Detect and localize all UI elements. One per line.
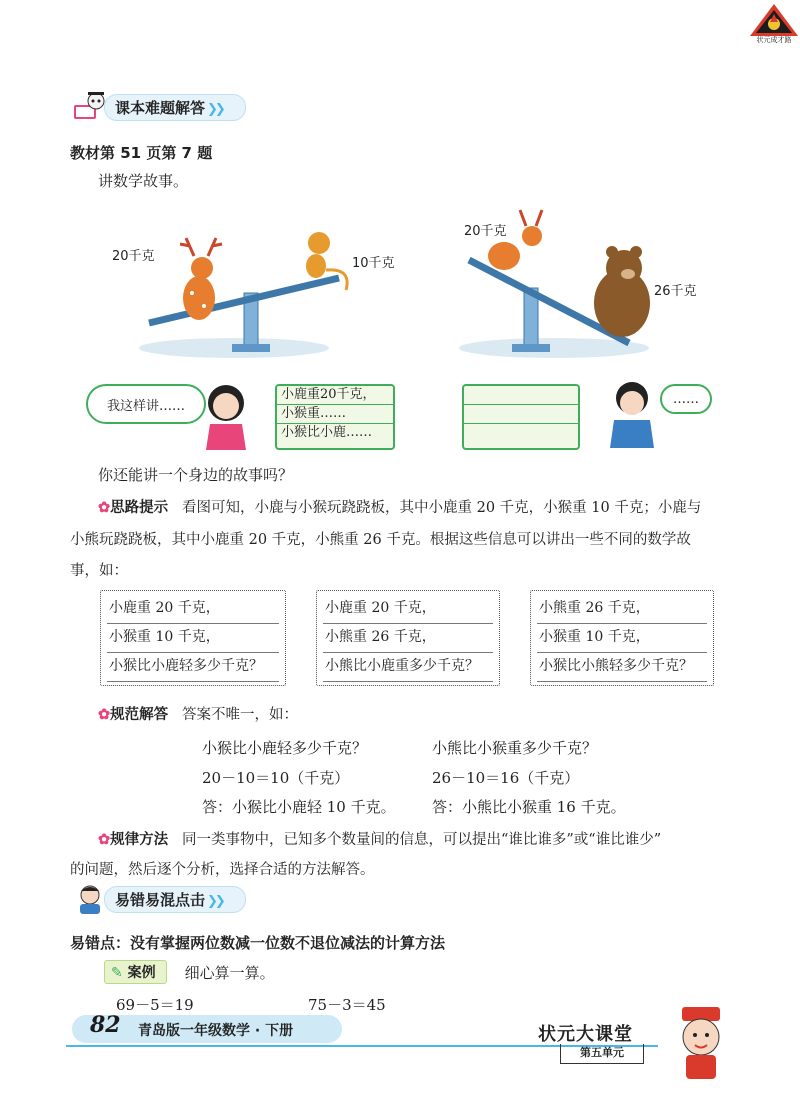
book-title: 青岛版一年级数学 · 下册 [138,1023,294,1039]
pencil-icon: ✎ [111,965,123,981]
girl-avatar-icon [206,385,246,450]
answer-header [98,703,298,724]
blank-line [464,386,578,405]
logo-text: 状元成才路 [756,36,792,44]
method-line-1 [98,828,661,849]
chevrons-icon: ❯❯ [207,893,223,909]
bear-weight: 26千克 [654,284,697,299]
girl-speech-bubble [86,384,206,424]
answer-label: 规范解答 [110,707,169,723]
flower-icon: ✿ [98,499,111,516]
section-title-2: 易错易混点击 ❯❯ [104,886,246,913]
reading-owl-icon [70,91,112,123]
story-line: 小鹿重 20 千克， [323,595,493,624]
boy-speech-text: …… [673,391,699,407]
answer-col1-conclusion: 答：小猴比小鹿轻 10 千克。 [202,798,396,816]
exercise-prompt: 讲数学故事。 [98,172,189,190]
section-header-errors [70,886,246,912]
case-equation-1: 69－5＝19 [116,996,194,1014]
case-tag: ✎ 案例 [104,960,167,984]
monkey-weight: 10千克 [352,256,395,271]
story-note-box [275,384,395,450]
note-line: 小猴重…… [277,405,393,424]
right-deer-weight: 20千克 [464,224,507,239]
story-line: 小猴比小熊轻多少千克？ [537,653,707,682]
left-deer-weight: 20千克 [112,249,155,264]
case-row [104,960,275,984]
chevrons-icon: ❯❯ [207,101,223,117]
section-title: 课本难题解答 ❯❯ [104,94,246,121]
note-line: 小鹿重20千克， [277,386,393,405]
story-line: 小猴比小鹿轻多少千克？ [107,653,279,682]
section-header-textbook [70,94,246,120]
flower-icon: ✿ [98,706,111,723]
story-line: 小熊比小鹿重多少千克？ [323,653,493,682]
answer-col1-equation: 20－10＝10（千克） [202,769,350,787]
story-line: 小熊重 26 千克， [537,595,707,624]
boy-avatar-icon [610,382,654,448]
boy-speech-bubble [660,384,712,414]
blank-line [464,405,578,424]
story-line: 小猴重 10 千克， [537,624,707,653]
thinking-kid-icon [70,883,112,915]
brand-name: 状元大课堂 [538,1024,633,1045]
hint-line-1 [98,496,701,517]
story-line: 小鹿重 20 千克， [107,595,279,624]
story-line: 小猴重 10 千克， [107,624,279,653]
hint-text: 看图可知，小鹿与小猴玩跷跷板，其中小鹿重 20 千克，小猴重 10 千克；小鹿与 [181,500,702,516]
follow-up-question: 你还能讲一个身边的故事吗？ [98,466,294,484]
bear-icon [594,246,650,337]
answer-col2-equation: 26－10＝16（千克） [432,769,580,787]
method-text: 同一类事物中，已知多个数量间的信息，可以提出“谁比谁多”或“谁比谁少” [181,832,662,848]
page-number: 82 [90,1012,121,1038]
mascot-icon [668,1005,734,1085]
answer-col2-conclusion: 答：小熊比小猴重 16 千克。 [432,798,626,816]
flower-icon: ✿ [98,831,111,848]
blank-note-box [462,384,580,450]
error-point: 易错点：没有掌握两位数减一位数不退位减法的计算方法 [70,934,446,952]
story-line: 小熊重 26 千克， [323,624,493,653]
story-box-2 [316,590,500,686]
unit-label: 第五单元 [560,1044,644,1064]
hint-label: 思路提示 [110,500,169,516]
answer-col1-question: 小猴比小鹿轻多少千克？ [202,739,368,757]
deer-icon-2 [488,210,542,270]
blank-line [464,424,578,443]
hint-line-3: 事，如： [70,563,128,579]
note-line: 小猴比小鹿…… [281,425,373,440]
method-line-2: 的问题，然后逐个分析，选择合适的方法解答。 [70,862,375,878]
exercise-reference: 教材第 51 页第 7 题 [70,144,213,162]
hint-line-2: 小熊玩跷跷板，其中小鹿重 20 千克，小熊重 26 千克。根据这些信息可以讲出一些不同的数学故 [70,532,691,548]
girl-speech-text: 我这样讲…… [106,398,185,414]
method-label: 规律方法 [110,832,169,848]
story-box-3 [530,590,714,686]
case-prompt: 细心算一算。 [184,963,275,982]
case-equation-2: 75－3＝45 [308,996,386,1014]
answer-col2-question: 小熊比小猴重多少千克？ [432,739,598,757]
answer-intro: 答案不唯一，如： [181,707,298,723]
story-box-1 [100,590,286,686]
